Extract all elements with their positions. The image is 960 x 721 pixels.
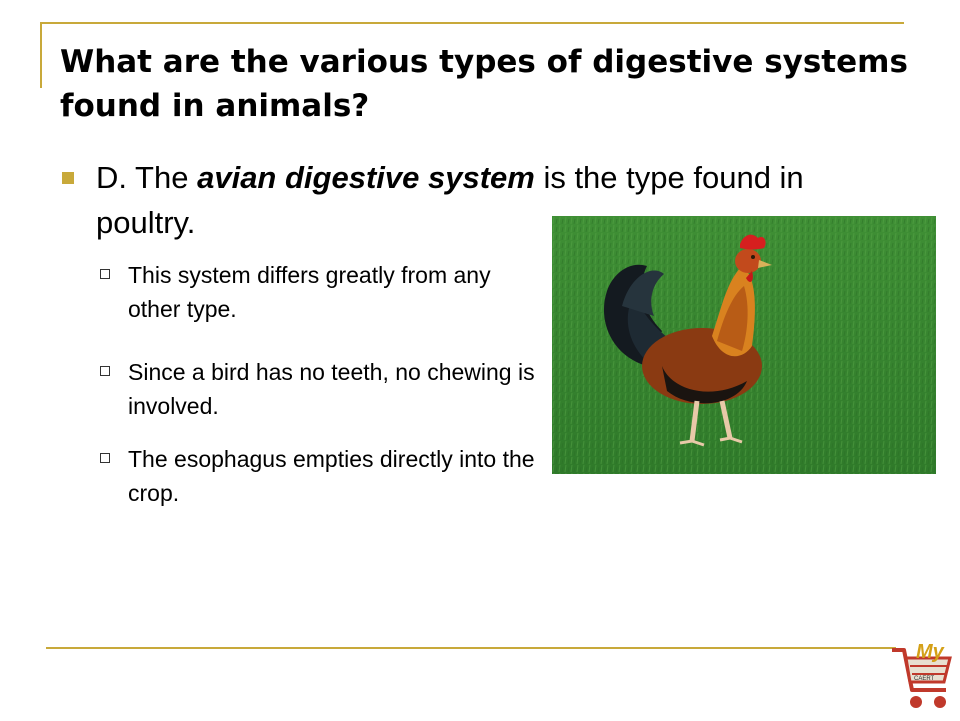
main-bullet-emphasis: avian digestive system	[197, 160, 535, 195]
left-rule	[40, 22, 42, 88]
sub-bullet-text: Since a bird has no teeth, no chewing is involved.	[128, 359, 535, 419]
logo-sub-text: CAERT	[914, 676, 935, 682]
sub-bullet-text: The esophagus empties directly into the crop.	[128, 446, 535, 506]
logo-brand-text: My	[916, 641, 944, 663]
main-bullet-marker	[62, 172, 74, 184]
checkbox-bullet-icon	[100, 366, 110, 376]
main-bullet-prefix: D. The	[96, 160, 198, 195]
rooster-illustration	[552, 216, 936, 474]
mycaert-logo	[890, 636, 956, 716]
top-rule	[40, 22, 904, 24]
bottom-rule	[46, 647, 896, 649]
slide-title: What are the various types of digestive systems found in animals?	[60, 44, 908, 124]
shopping-cart-logo-icon	[890, 636, 956, 716]
sub-bullet-text: This system differs greatly from any other type.	[128, 262, 491, 322]
checkbox-bullet-icon	[100, 269, 110, 279]
rooster-photo	[552, 216, 936, 474]
main-bullet-suffix: is the type found in poultry.	[96, 160, 804, 240]
checkbox-bullet-icon	[100, 453, 110, 463]
